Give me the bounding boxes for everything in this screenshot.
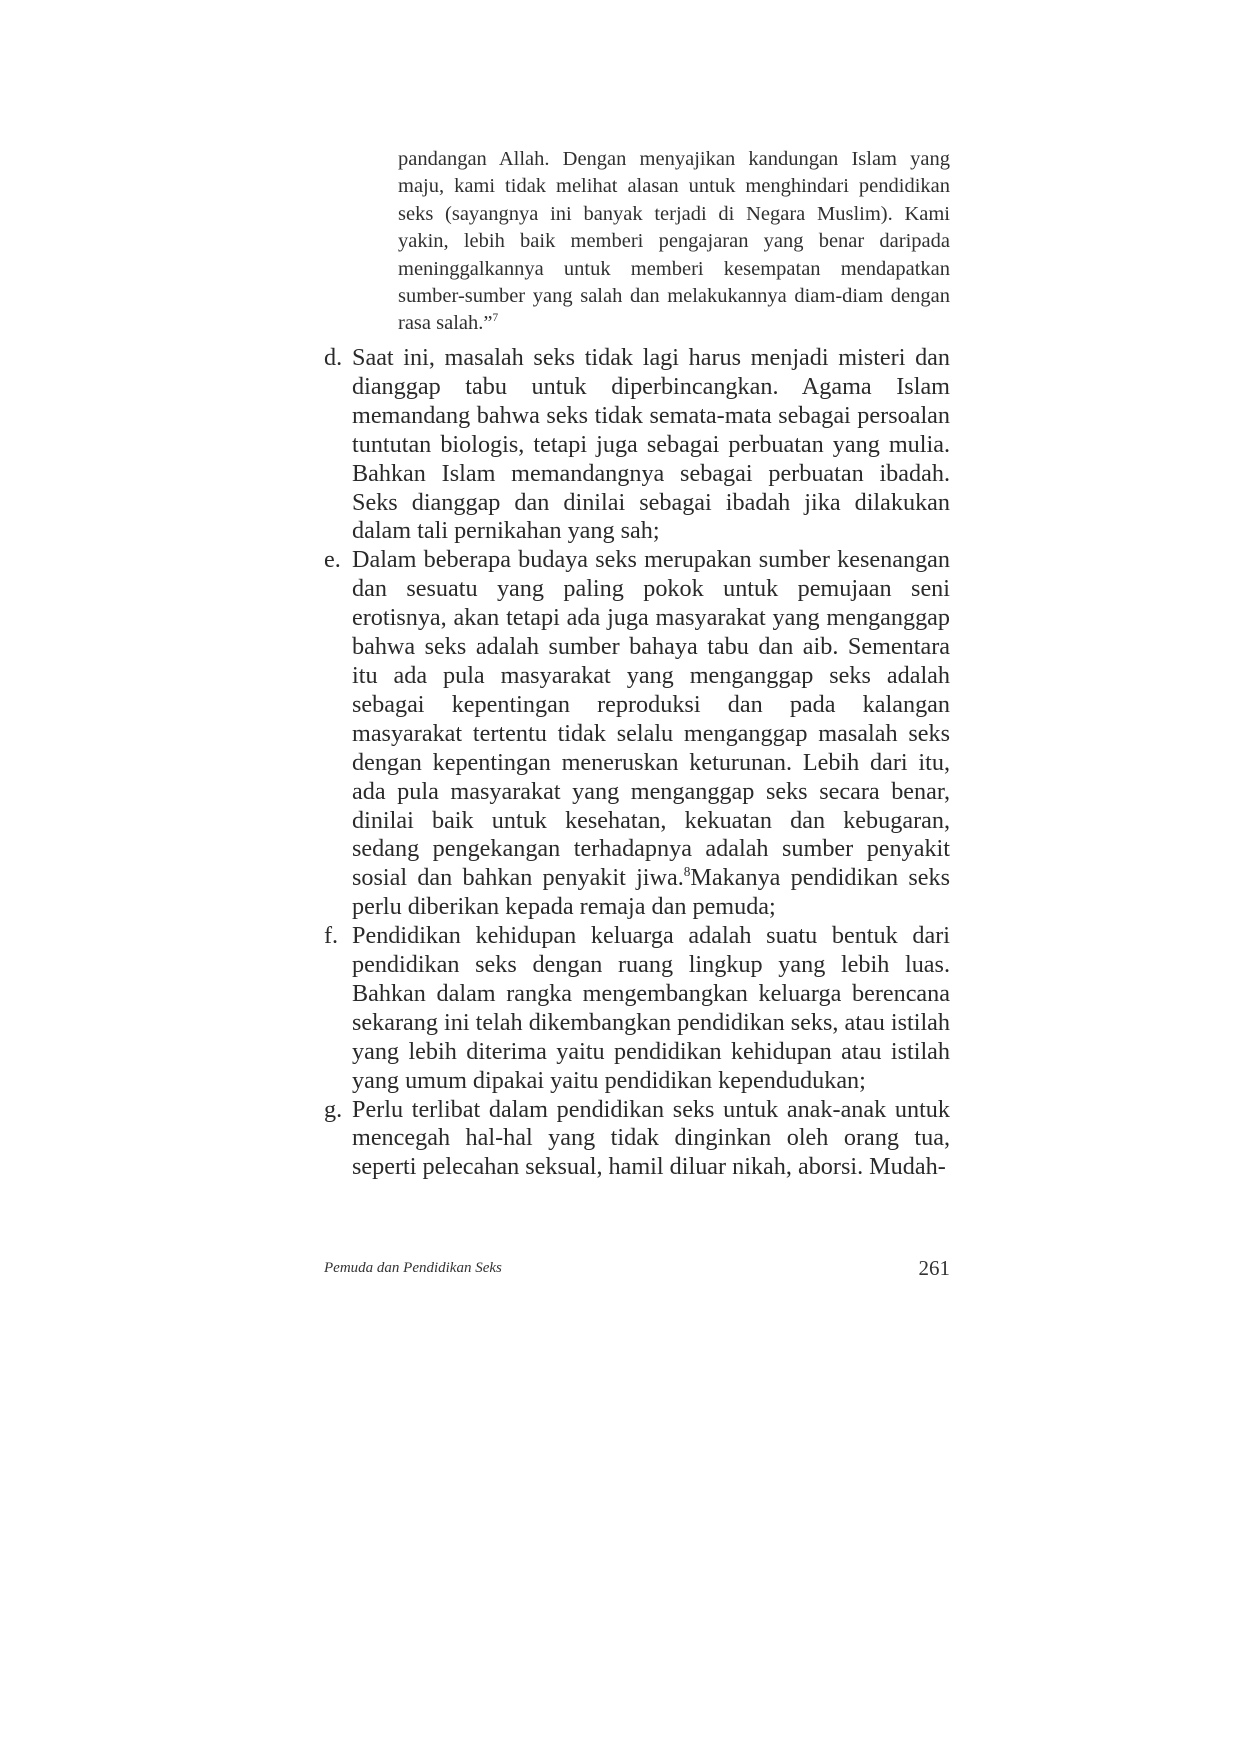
list-item-e xyxy=(324,546,950,922)
list-item-text-part: Makanya pendidikan seks perlu diberikan kepada remaja dan pemuda; xyxy=(352,864,951,921)
list-item-text-part: Dalam beberapa budaya seks merupakan sumber kesenangan dan sesuatu yang paling pokok untuk pemujaan seni erotisnya, akan tetapi ada juga masyarakat yang menganggap bahwa seks adalah sumber bahaya tabu dan aib. Sementara itu ada pula masyarakat yang menganggap seks adalah sebagai kepentingan reproduksi dan pada kalangan masyarakat tertentu tidak selalu menganggap masalah seks dengan kepentingan meneruskan keturunan. Lebih dari itu, ada pula masyarakat yang menganggap seks secara benar, dinilai baik untuk kesehatan, kekuatan dan kebugaran, sedang pengekangan terhadapnya adalah sumber penyakit sosial dan bahkan penyakit jiwa. xyxy=(352,546,950,892)
list-marker: d. xyxy=(324,344,343,371)
quote-text: pandangan Allah. Dengan menyajikan kandungan Islam yang maju, kami tidak melihat alasan untuk menghindari pendidikan seks (sayangnya ini banyak terjadi di Negara Muslim). Kami yakin, lebih baik memberi pengajaran yang benar daripada meninggalkannya untuk memberi kesempatan mendapatkan sumber-sumber yang salah dan melakukannya diam-diam dengan rasa salah.” xyxy=(398,148,950,335)
list-marker: g. xyxy=(324,1095,343,1123)
page-footer xyxy=(324,1256,950,1286)
list-item-text xyxy=(352,546,950,922)
list-item-text: Saat ini, masalah seks tidak lagi harus menjadi misteri dan dianggap tabu untuk diperbincangkan. Agama Islam memandang bahwa seks tidak semata-mata sebagai persoalan tuntutan biologis, tetapi juga sebagai perbuatan yang mulia. Bahkan Islam memandangnya sebagai perbuatan ibadah. Seks dianggap dan dinilai sebagai ibadah jika dilakukan dalam tali pernikahan yang sah; xyxy=(352,344,950,545)
list-marker: e. xyxy=(324,546,341,574)
block-quote xyxy=(398,146,950,338)
list-item-g xyxy=(324,1096,950,1183)
list-item-text: Perlu terlibat dalam pendidikan seks untuk anak-anak untuk mencegah hal-hal yang tidak dinginkan oleh orang tua, seperti pelecahan seksual, hamil diluar nikah, aborsi. Mudah- xyxy=(352,1095,950,1181)
lettered-list xyxy=(324,344,950,1182)
running-title: Pemuda dan Pendidikan Seks xyxy=(324,1260,502,1276)
page-number: 261 xyxy=(918,1256,950,1280)
list-item-f xyxy=(324,922,950,1095)
list-item-d xyxy=(324,344,950,546)
footnote-ref-7[interactable]: 7 xyxy=(492,312,499,325)
list-marker: f. xyxy=(324,922,339,950)
quote-paragraph xyxy=(398,146,950,338)
footnote-ref-8[interactable]: 8 xyxy=(683,864,691,880)
list-item-text: Pendidikan kehidupan keluarga adalah suatu bentuk dari pendidikan seks dengan ruang lingkup yang lebih luas. Bahkan dalam rangka mengembangkan keluarga berencana sekarang ini telah dikembangkan pendidikan seks, atau istilah yang lebih diterima yaitu pendidikan kehidupan atau istilah yang umum dipakai yaitu pendidikan kependudukan; xyxy=(352,922,950,1094)
